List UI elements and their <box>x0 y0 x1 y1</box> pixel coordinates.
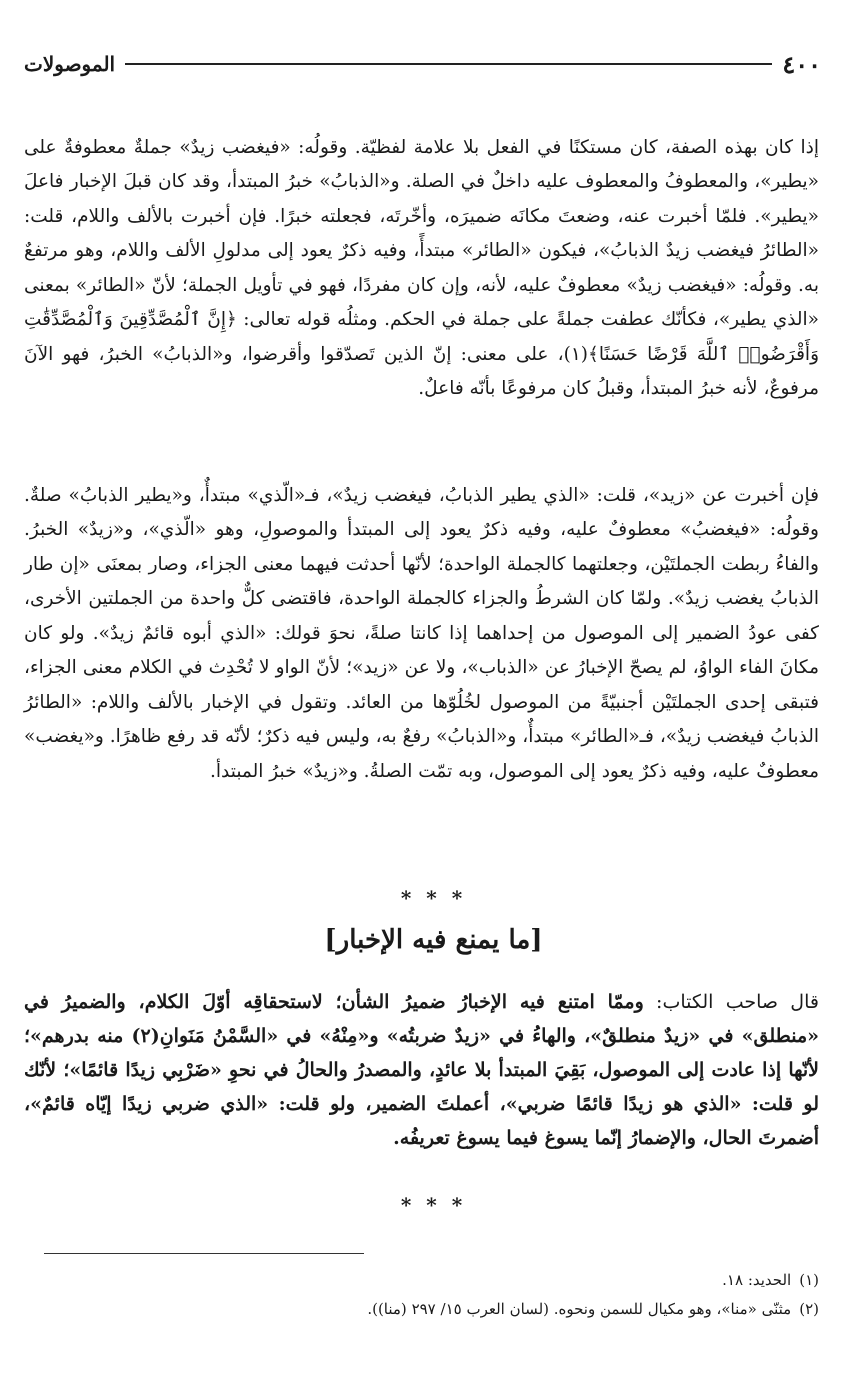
footnote <box>24 1295 819 1324</box>
footnote-number: (١) <box>799 1271 819 1289</box>
footnote <box>24 1266 819 1295</box>
running-title: الموصولات <box>24 52 116 76</box>
footnotes <box>24 1266 819 1324</box>
footnote-rule <box>44 1253 364 1254</box>
footnote-number: (٢) <box>799 1300 819 1318</box>
paragraph-3-intro: قال صاحب الكتاب: <box>643 991 819 1013</box>
paragraph-1: إذا كان بهذه الصفة، كان مستكنًا في الفعل بلا علامة لفظيّة. وقولُه: «فيغضب زيدٌ» جملةٌ معطوفةٌ على «يطير»، والمعطوفُ والمعطوف عليه داخلٌ في الصلة. و«الذبابُ» خبرُ المبتدأ، وقد كان قبلَ الإخبار فاعلَ «يطير». فلمّا أخبرت عنه، وضعتَ مكانَه ضميرَه، وأخّرتَه، فجعلته خبرًا. فإن أخبرت بالألف واللام، قلت: «الطائرُ فيغضب زيدٌ الذبابُ»، فيكون «الطائر» مبتدأً، وفيه ذكرٌ يعود إلى مدلولِ الألف واللام، وهو مرتفعٌ به. وقولُه: «فيغضب زيدٌ» معطوفٌ عليه، لأنه، وإن كان مفردًا، فهو في تأويل الجملة؛ لأنّ «الطائر» بمعنى «الذي يطير»، فكأنّك عطفت جملةً على جملة في الحكم. ومثلُه قوله تعالى: ﴿إِنَّ ٱلْمُصَّدِّقِينَ وَٱلْمُصَّدِّقَٰتِ وَأَقْرَضُوا۟ ٱللَّهَ قَرْضًا حَسَنًا﴾(١)، على معنى: إنّ الذين تَصدّقوا وأقرضوا، و«الذبابُ» الخبرُ، فهو الآنَ مرفوعٌ، لأنه خبرُ المبتدأ، وقبلُ كان مرفوعًا بأنّه فاعلٌ. <box>24 136 820 399</box>
footnote-text: الحديد: ١٨. <box>722 1271 792 1289</box>
section-title: [ما يمنع فيه الإخبار] <box>324 925 543 955</box>
paragraph-3-quote: وممّا امتنع فيه الإخبارُ ضميرُ الشأن؛ لاستحقاقِه أوّلَ الكلام، والضميرُ في «منطلق» في «زيدٌ منطلقٌ»، والهاءُ في «زيدٌ ضربتُه» و«مِنْهُ» في «السَّمْنُ مَنَوانِ(٢) منه بدرهم»؛ لأنّها إذا عادت إلى الموصول، بَقِيَ المبتدأ بلا عائدٍ، والمصدرُ والحالُ في نحوِ «ضَرْبِي زيدًا قائمًا»؛ لأنّك لو قلت: «الذي هو زيدًا قائمًا ضربي»، أعملتَ الضمير، ولو قلت: «الذي ضربي زيدًا إيّاه قائمٌ»، أضمرتَ الحال، والإضمارُ إنّما يسوغ فيما يسوغ تعريفُه. <box>24 991 819 1149</box>
section-divider-stars-end: * * * <box>400 1193 467 1217</box>
paragraph-2: فإن أخبرت عن «زيد»، قلت: «الذي يطير الذبابُ، فيغضب زيدٌ»، فـ«الّذي» مبتدأٌ، و«يطير الذبابُ» صلةٌ. وقولُه: «فيغضبُ» معطوفٌ عليه، وفيه ذكرٌ يعود إلى المبتدأ والموصولِ، وهو «الّذي»، و«زيدٌ» الخبرُ. والفاءُ ربطت الجملتَيْن، وجعلتهما كالجملة الواحدة؛ لأنّها أحدثت فيهما معنى الجزاء، وصار بمعنَى «إن طار الذبابُ يغضب زيدٌ». ولمّا كان الشرطُ والجزاء كالجملة الواحدة، فاقتضى كلٌّ واحدة من الجملتين الأخرى، كفى عودُ الضمير إلى الموصول من إحداهما إذا كانتا صلةً، نحوَ قولك: «الذي أبوه قائمٌ زيدٌ». ولو كان مكانَ الفاء الواوُ، لم يصحّ الإخبارُ عن «الذباب»، ولا عن «زيد»؛ لأنّ الواو لا تُحْدِث في الكلام معنى الجزاء، فتبقى إحدى الجملتَيْن أجنبيّةً من الموصول لخُلُوّها من العائد. وتقول في الإخبار بالألف واللام: «الطائرُ الذبابُ فيغضب زيدٌ»، فـ«الطائر» مبتدأٌ، و«الذبابُ» رفعٌ به، وليس فيه ذكرٌ؛ لأنّه قد رفع ظاهرًا. و«يغضب» معطوفٌ عليه، وفيه ذكرٌ يعود إلى الموصول، وبه تمّت الصلةُ. و«زيدٌ» خبرُ المبتدأ. <box>24 484 819 782</box>
footnote-text: مثنّى «منا»، وهو مكيال للسمن ونحوه. (لسان العرب ١٥/ ٢٩٧ (منا)). <box>367 1300 792 1318</box>
header-rule <box>125 63 772 65</box>
page-number: ٤٠٠ <box>782 49 821 79</box>
page-header <box>24 44 821 84</box>
paragraph-3 <box>24 985 819 1155</box>
section-divider-stars: * * * <box>400 886 467 910</box>
